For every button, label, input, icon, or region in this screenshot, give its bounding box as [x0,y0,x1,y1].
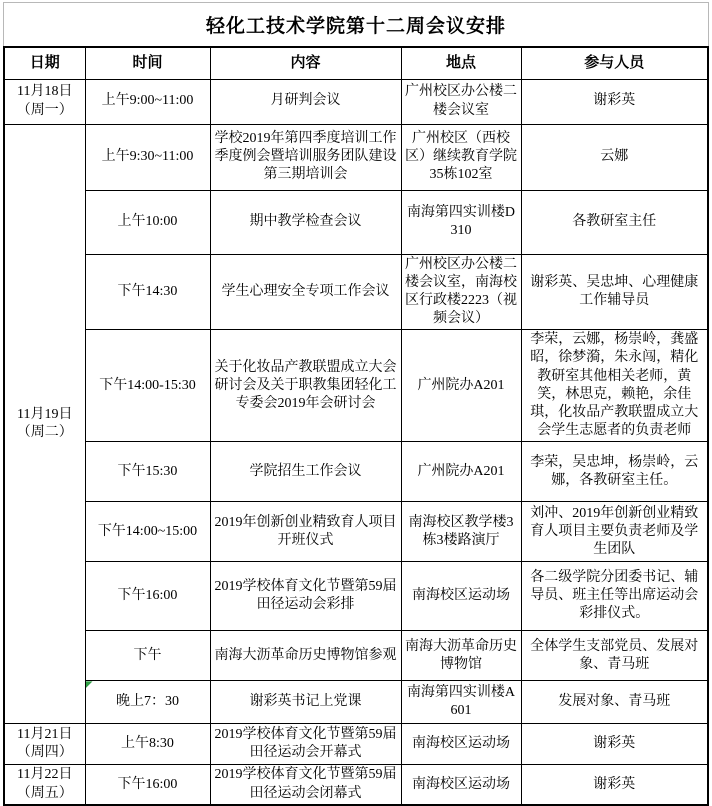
location-cell: 南海校区运动场 [401,562,521,631]
header-row [4,47,708,79]
table-row [4,765,708,805]
time-cell: 上午8:30 [85,724,210,765]
participants-cell: 谢彩英 [521,79,708,124]
table-row [4,562,708,631]
location-cell: 广州院办A201 [401,442,521,502]
time-cell: 下午16:00 [85,562,210,631]
cell-flag-triangle [86,681,93,688]
content-cell: 2019年创新创业精致育人项目开班仪式 [210,502,401,562]
content-cell: 2019学校体育文化节暨第59届田径运动会彩排 [210,562,401,631]
date-text: 11月18日 [17,84,73,100]
time-cell [85,681,210,724]
location-cell: 南海校区运动场 [401,724,521,765]
header-participants: 参与人员 [521,47,708,79]
time-cell: 下午16:00 [85,765,210,805]
participants-cell: 云娜 [521,124,708,190]
schedule-table [3,46,709,806]
time-cell: 下午 [85,631,210,681]
content-cell: 学院招生工作会议 [210,442,401,502]
table-row [4,254,708,330]
table-row [4,330,708,442]
time-cell: 上午10:00 [85,190,210,254]
time-cell: 下午14:30 [85,254,210,330]
table-row [4,681,708,724]
participants-cell: 谢彩英 [521,765,708,805]
content-cell: 学生心理安全专项工作会议 [210,254,401,330]
weekday-text: （周二） [16,424,73,440]
content-cell: 期中教学检查会议 [210,190,401,254]
content-cell: 南海大沥革命历史博物馆参观 [210,631,401,681]
participants-cell: 全体学生支部党员、发展对象、青马班 [521,631,708,681]
participants-cell: 刘冲、2019年创新创业精致育人项目主要负责老师及学生团队 [521,502,708,562]
content-cell: 谢彩英书记上党课 [210,681,401,724]
content-cell: 月研判会议 [210,79,401,124]
location-cell: 南海大沥革命历史博物馆 [401,631,521,681]
time-cell: 下午15:30 [85,442,210,502]
date-cell [4,765,85,805]
table-row [4,124,708,190]
participants-cell: 各二级学院分团委书记、辅导员、班主任等出席运动会彩排仪式。 [521,562,708,631]
participants-cell: 发展对象、青马班 [521,681,708,724]
location-cell: 南海第四实训楼D310 [401,190,521,254]
content-cell: 关于化妆品产教联盟成立大会研讨会及关于职教集团轻化工专委会2019年会研讨会 [210,330,401,442]
date-cell [4,124,85,724]
location-cell: 南海校区运动场 [401,765,521,805]
date-text: 11月21日 [17,727,73,743]
location-cell: 广州院办A201 [401,330,521,442]
content-cell: 2019学校体育文化节暨第59届田径运动会闭幕式 [210,765,401,805]
participants-cell: 各教研室主任 [521,190,708,254]
participants-cell: 谢彩英 [521,724,708,765]
time-text: 晚上7：30 [116,694,179,710]
header-time: 时间 [85,47,210,79]
table-row [4,442,708,502]
date-text: 11月19日 [17,406,73,422]
location-cell: 广州校区办公楼二楼会议室，南海校区行政楼2223（视频会议） [401,254,521,330]
time-cell: 上午9:30~11:00 [85,124,210,190]
time-cell: 下午14:00~15:00 [85,502,210,562]
content-cell: 学校2019年第四季度培训工作季度例会暨培训服务团队建设第三期培训会 [210,124,401,190]
participants-cell: 李荣，云娜，杨崇岭，龚盛昭，徐梦漪，朱永闯，精化教研室其他相关老师，黄笑，林思克，赖艳，余佳琪，化妆品产教联盟成立大会学生志愿者的负责老师 [521,330,708,442]
participants-cell: 李荣，吴忠坤，杨崇岭，云娜，各教研室主任。 [521,442,708,502]
table-row [4,190,708,254]
header-location: 地点 [401,47,521,79]
date-text: 11月22日 [17,767,73,783]
table-row [4,724,708,765]
participants-cell: 谢彩英、吴忠坤、心理健康工作辅导员 [521,254,708,330]
content-cell: 2019学校体育文化节暨第59届田径运动会开幕式 [210,724,401,765]
date-cell [4,79,85,124]
location-cell: 广州校区（西校区）继续教育学院35栋102室 [401,124,521,190]
weekday-text: （周一） [16,102,73,118]
location-cell: 南海第四实训楼A601 [401,681,521,724]
time-cell: 下午14:00-15:30 [85,330,210,442]
table-row [4,502,708,562]
weekday-text: （周五） [16,785,73,801]
time-cell: 上午9:00~11:00 [85,79,210,124]
table-row [4,79,708,124]
table-row [4,631,708,681]
page-title: 轻化工技术学院第十二周会议安排 [3,2,709,46]
date-cell [4,724,85,765]
header-date: 日期 [4,47,85,79]
header-content: 内容 [210,47,401,79]
location-cell: 南海校区教学楼3栋3楼路演厅 [401,502,521,562]
weekday-text: （周四） [16,745,73,761]
location-cell: 广州校区办公楼二楼会议室 [401,79,521,124]
